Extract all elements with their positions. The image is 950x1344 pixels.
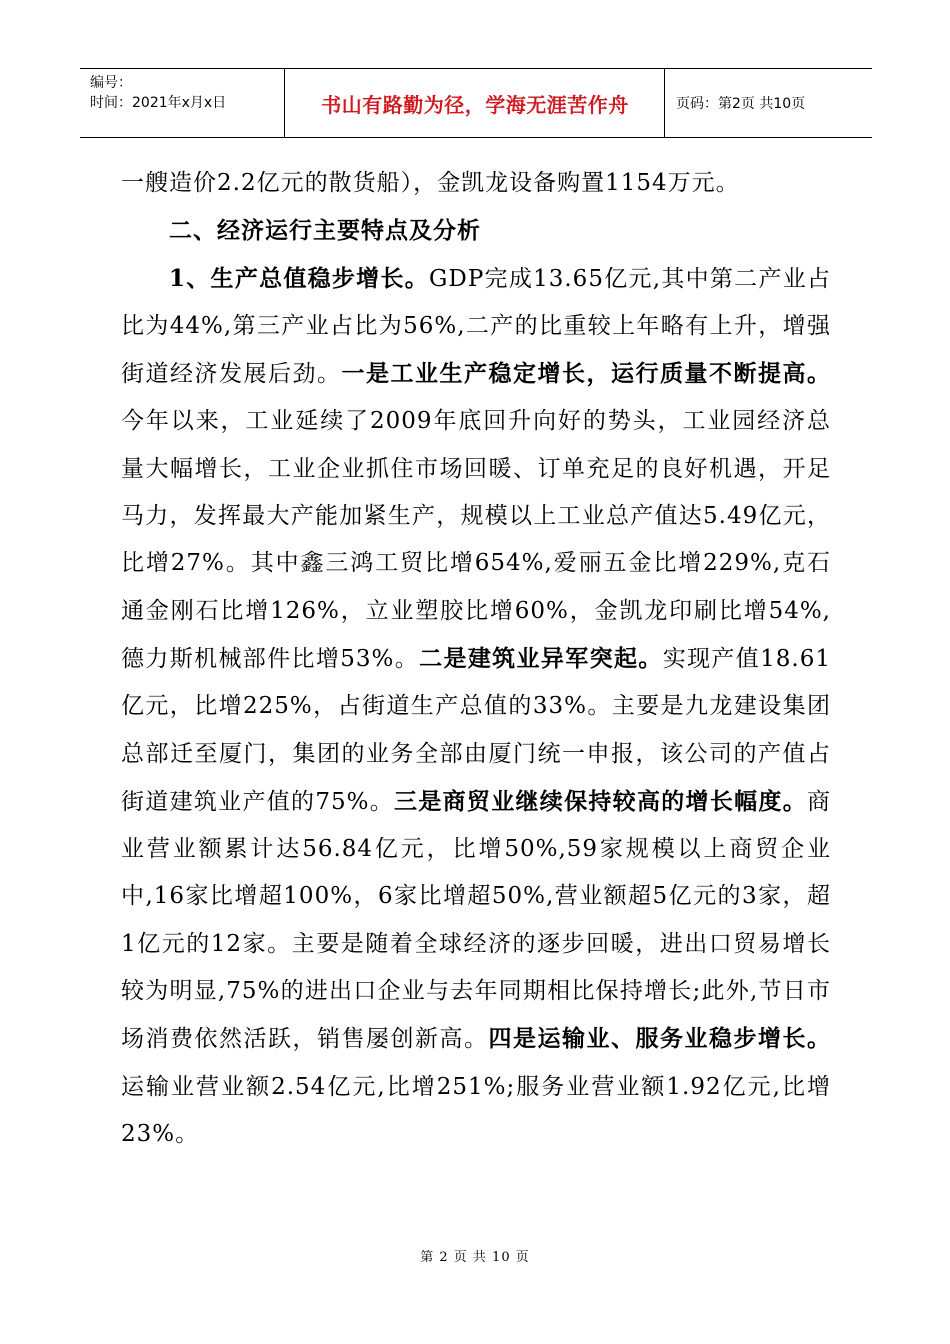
document-time-label: 时间：2021年x月x日 bbox=[90, 95, 227, 111]
document-body bbox=[121, 160, 831, 1158]
header-page-info: 页码：第2页 共10页 bbox=[676, 96, 806, 112]
page-header bbox=[80, 68, 872, 138]
header-motto: 书山有路勤为径，学海无涯苦作舟 bbox=[321, 92, 629, 117]
section-heading bbox=[121, 207, 831, 254]
point-heading-transport: 四是运输业、服务业稳步增长。 bbox=[488, 1025, 831, 1053]
paragraph-text: 运输业营业额2.54亿元,比增251%;服务业营业额1.92亿元,比增23%。 bbox=[121, 1073, 831, 1147]
point-heading-commerce: 三是商贸业继续保持较高的增长幅度。 bbox=[394, 787, 808, 815]
paragraph-text: 商业营业额累计达56.84亿元，比增50%,59家规模以上商贸企业中,16家比增超100%，6家比增超50%,营业额超5亿元的3家，超1亿元的12家。主要是随着全球经济的逐步回暖，进出口贸易增长较为明显,75%的进出口企业与去年同期相比保持增长;此外,节日市场消费依然活跃，销售屡创新高。 bbox=[121, 788, 832, 1053]
paragraph-text: 实现产值18.61亿元，比增225%，占街道生产总值的33%。主要是九龙建设集团总部迁至厦门，集团的业务全部由厦门统一申报，该公司的产值占街道建筑业产值的75%。 bbox=[121, 645, 831, 815]
paragraph-text: 今年以来，工业延续了2009年底回升向好的势头，工业园经济总量大幅增长，工业企业抓住市场回暖、订单充足的良好机遇，开足马力，发挥最大产能加紧生产，规模以上工业总产值达5.49亿元，比增27%。其中鑫三鸿工贸比增654%,爱丽五金比增229%,克石通金刚石比增126%，立业塑胶比增60%，金凯龙印刷比增54%,德力斯机械部件比增53%。 bbox=[121, 408, 831, 672]
header-meta bbox=[90, 73, 285, 113]
header-divider bbox=[664, 69, 665, 137]
paragraph-continued bbox=[121, 160, 831, 207]
point-heading-industry: 一是工业生产稳定增长，运行质量不断提高。 bbox=[341, 360, 831, 388]
header-divider bbox=[284, 69, 285, 137]
document-number-label: 编号： bbox=[90, 75, 132, 91]
paragraph-lead: 1、生产总值稳步增长。 bbox=[169, 264, 429, 292]
page-footer: 第 2 页 共 10 页 bbox=[420, 1250, 530, 1265]
paragraph-text: 一艘造价2.2亿元的散货船），金凯龙设备购置1154万元。 bbox=[121, 170, 740, 196]
section-title: 二、经济运行主要特点及分析 bbox=[169, 217, 481, 245]
point-heading-construction: 二是建筑业异军突起。 bbox=[419, 644, 663, 672]
paragraph-text: GDP完成13.65亿元,其中第二产业占比为44%,第三产业占比为56%,二产的比重较上年略有上升，增强街道经济发展后劲。 bbox=[121, 265, 831, 388]
paragraph-gdp-growth bbox=[121, 255, 831, 1159]
